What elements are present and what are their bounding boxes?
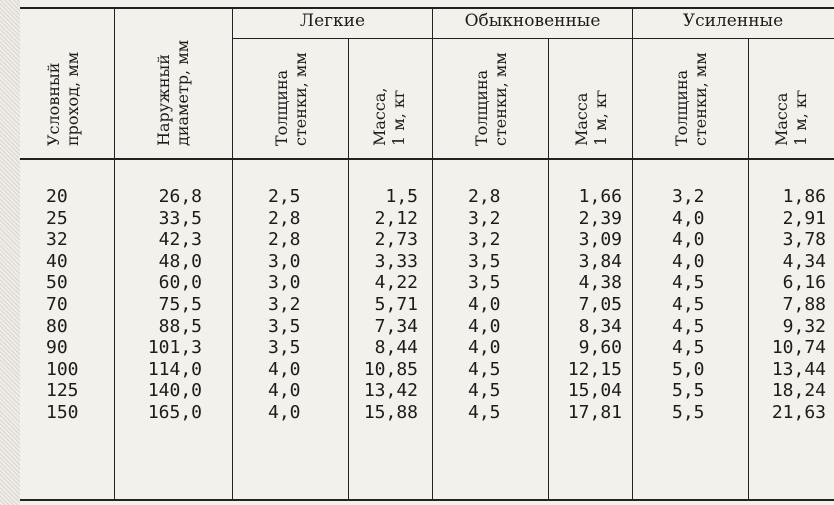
table-cell: 9,60 — [578, 337, 622, 359]
table-cell: 4,5 — [672, 315, 705, 337]
header-nominal-bore: Условный проход, мм — [44, 51, 82, 146]
group-title-reinforced: Усиленные — [682, 11, 784, 31]
table-cell: 1,86 — [782, 186, 826, 207]
table-cell: 2,12 — [374, 207, 418, 229]
table-cell: 4,5 — [672, 272, 705, 294]
table-cell: 5,5 — [672, 380, 705, 402]
group-header-rule — [232, 38, 834, 39]
table-cell: 4,0 — [268, 358, 301, 380]
table-cell: 9,32 — [782, 315, 826, 337]
table-cell: 114,0 — [147, 358, 202, 380]
table-cell: 7,05 — [578, 293, 622, 315]
table-cell: 5,0 — [672, 358, 705, 380]
table-cell: 4,0 — [468, 293, 501, 315]
table-cell: 90 — [46, 337, 68, 359]
table-cell: 13,44 — [771, 358, 826, 380]
table-cell: 15,04 — [567, 380, 622, 402]
table-cell: 42,3 — [158, 229, 202, 251]
table-cell: 4,0 — [468, 315, 501, 337]
table-cell: 4,5 — [468, 358, 501, 380]
table-cell: 3,2 — [672, 186, 705, 207]
table-cell: 3,5 — [268, 337, 301, 359]
table-cell: 3,0 — [268, 272, 301, 294]
table-cell: 3,2 — [468, 207, 501, 229]
table-cell: 1,66 — [578, 186, 622, 207]
table-cell: 4,5 — [468, 401, 501, 423]
table-cell: 12,15 — [567, 358, 622, 380]
header-reinforced-mass: Масса 1 м, кг — [772, 89, 810, 146]
table-cell: 20 — [46, 186, 68, 207]
column-reinforced-wall — [672, 186, 722, 424]
table-cell: 6,16 — [782, 272, 826, 294]
table-cell: 3,78 — [782, 229, 826, 251]
table-cell: 4,0 — [672, 250, 705, 272]
table-cell: 3,84 — [578, 250, 622, 272]
table-cell: 2,5 — [268, 186, 301, 207]
table-cell: 4,38 — [578, 272, 622, 294]
table-cell: 17,81 — [567, 401, 622, 423]
col-divider-1 — [114, 9, 115, 499]
table-cell: 4,5 — [468, 380, 501, 402]
col-divider-5 — [548, 39, 549, 499]
table-cell: 4,5 — [672, 293, 705, 315]
table-cell: 2,8 — [268, 207, 301, 229]
table-cell: 4,34 — [782, 250, 826, 272]
table-cell: 2,73 — [374, 229, 418, 251]
table-cell: 4,0 — [672, 229, 705, 251]
table-cell: 150 — [46, 401, 79, 423]
col-divider-3 — [348, 39, 349, 499]
group-title-light: Легкие — [299, 11, 366, 31]
table-cell: 8,44 — [374, 337, 418, 359]
header-outer-diameter: Наружный диаметр, мм — [154, 39, 192, 146]
table-cell: 3,0 — [268, 250, 301, 272]
column-light-mass — [352, 186, 418, 424]
header-reinforced-wall: Толщина стенки, мм — [672, 52, 710, 146]
table-cell: 25 — [46, 207, 68, 229]
column-ordinary-wall — [468, 186, 518, 424]
table-cell: 32 — [46, 229, 68, 251]
col-divider-2 — [232, 9, 233, 499]
table-cell: 48,0 — [158, 250, 202, 272]
table-cell: 50 — [46, 272, 68, 294]
column-reinforced-mass — [752, 186, 826, 424]
table-cell: 8,34 — [578, 315, 622, 337]
table-cell: 3,2 — [468, 229, 501, 251]
group-title-ordinary: Обыкновенные — [464, 11, 601, 31]
table-cell: 125 — [46, 380, 79, 402]
column-light-wall — [268, 186, 318, 424]
table-cell: 2,8 — [268, 229, 301, 251]
header-ordinary-wall: Толщина стенки, мм — [472, 52, 510, 146]
table-cell: 1,5 — [385, 186, 418, 207]
table-cell: 80 — [46, 315, 68, 337]
table-cell: 3,33 — [374, 250, 418, 272]
table-cell: 2,91 — [782, 207, 826, 229]
table-cell: 7,88 — [782, 293, 826, 315]
header-ordinary-mass: Масса 1 м, кг — [572, 89, 610, 146]
table-cell: 10,74 — [771, 337, 826, 359]
table-cell: 5,5 — [672, 401, 705, 423]
column-ordinary-mass — [552, 186, 622, 424]
header-light-mass: Масса, 1 м, кг — [370, 87, 408, 146]
table-cell: 60,0 — [158, 272, 202, 294]
column-outer-diameter — [128, 186, 202, 424]
table-cell: 26,8 — [158, 186, 202, 207]
col-divider-7 — [748, 39, 749, 499]
table-cell: 3,2 — [268, 293, 301, 315]
table-cell: 4,0 — [268, 401, 301, 423]
col-divider-4 — [432, 9, 433, 499]
table-cell: 18,24 — [771, 380, 826, 402]
table-cell: 3,5 — [268, 315, 301, 337]
table-cell: 10,85 — [363, 358, 418, 380]
scan-edge-shade — [0, 0, 20, 505]
table-cell: 75,5 — [158, 293, 202, 315]
column-nominal-bore — [46, 186, 90, 424]
table-cell: 88,5 — [158, 315, 202, 337]
header-light-wall: Толщина стенки, мм — [272, 52, 310, 146]
col-divider-6 — [632, 9, 633, 499]
table-cell: 2,39 — [578, 207, 622, 229]
table-bottom-rule — [20, 499, 834, 501]
table-cell: 4,22 — [374, 272, 418, 294]
table-cell: 15,88 — [363, 401, 418, 423]
table-cell: 40 — [46, 250, 68, 272]
table-cell: 13,42 — [363, 380, 418, 402]
table-cell: 3,09 — [578, 229, 622, 251]
table-top-rule — [20, 7, 834, 9]
table-cell: 4,0 — [468, 337, 501, 359]
table-cell: 4,5 — [672, 337, 705, 359]
table-cell: 5,71 — [374, 293, 418, 315]
table-cell: 165,0 — [147, 401, 202, 423]
table-cell: 2,8 — [468, 186, 501, 207]
table-cell: 100 — [46, 358, 79, 380]
table-cell: 3,5 — [468, 272, 501, 294]
table-cell: 140,0 — [147, 380, 202, 402]
table-cell: 3,5 — [468, 250, 501, 272]
table-cell: 4,0 — [268, 380, 301, 402]
table-cell: 70 — [46, 293, 68, 315]
table-cell: 7,34 — [374, 315, 418, 337]
table-cell: 101,3 — [147, 337, 202, 359]
header-bottom-rule — [20, 158, 834, 160]
table-cell: 33,5 — [158, 207, 202, 229]
table-cell: 21,63 — [771, 401, 826, 423]
table-cell: 4,0 — [672, 207, 705, 229]
